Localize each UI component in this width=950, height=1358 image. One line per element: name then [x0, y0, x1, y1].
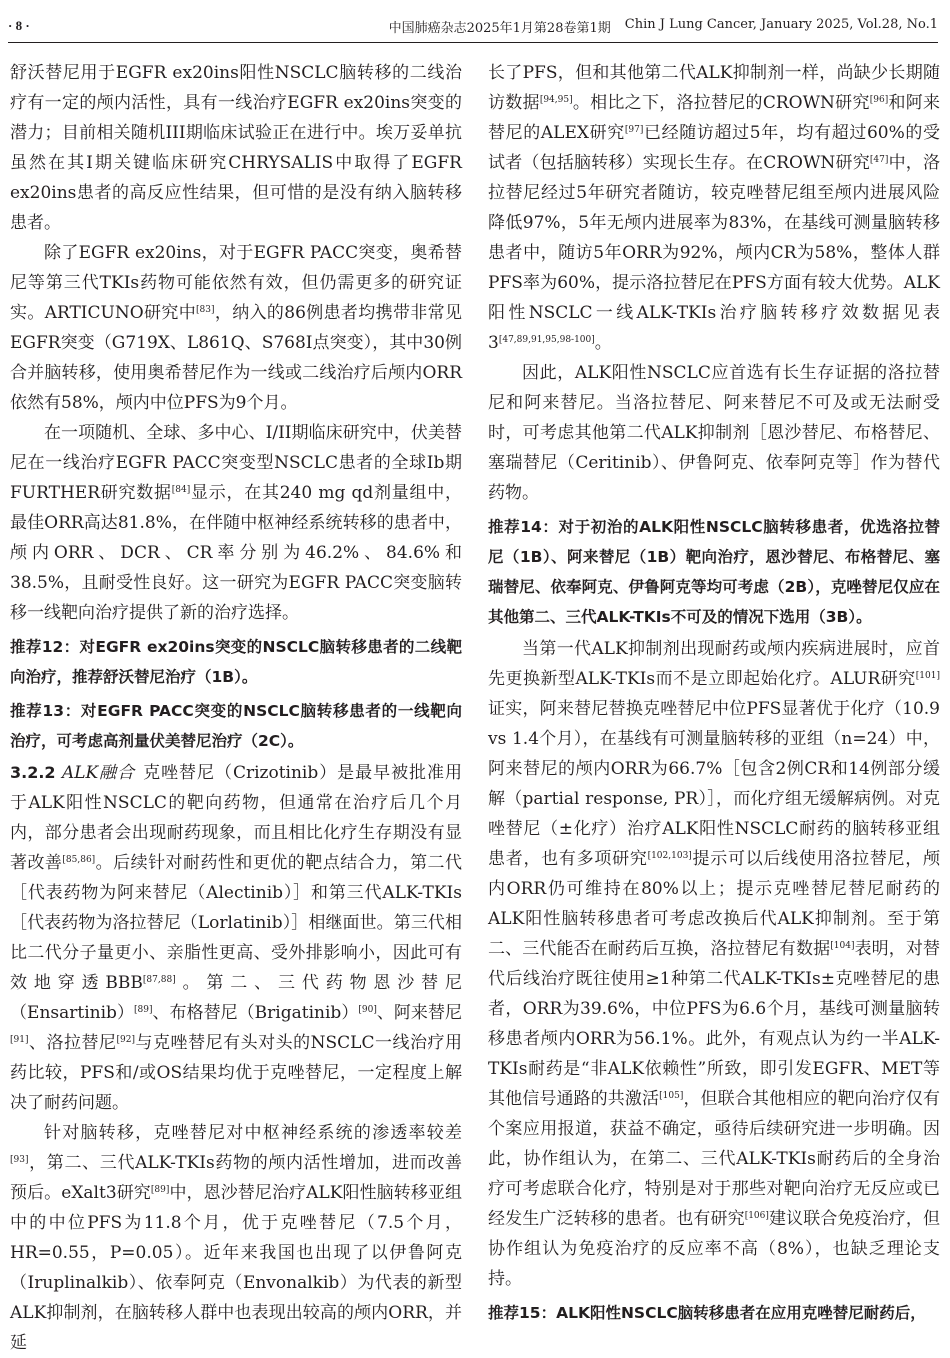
citation: [92] — [116, 1035, 136, 1045]
left-column — [10, 58, 462, 1358]
recommendation-14: 推荐14：对于初治的ALK阳性NSCLC脑转移患者，优选洛拉替尼（1B）、阿来替尼（1B）靶向治疗，恩沙替尼、布格替尼、塞瑞替尼、依奉阿克、伊鲁阿克等均可考虑（2B），克唑替尼仅应在其他第二、三代ALK-TKIs不可及的情况下选用（3B）。 — [488, 518, 940, 626]
citation: [83] — [196, 305, 215, 315]
page-number: · 8 · — [8, 18, 30, 33]
paragraph: 当第一代ALK抑制剂出现耐药或颅内疾病进展时，应首先更换新型ALK-TKIs而不是立即起始化疗。ALUR研究[101]证实，阿来替尼替换克唑替尼中位PFS显著优于化疗（10.9 vs 1.4个月），在基线有可测量脑转移的亚组（n=24）中，阿来替尼的颅内ORR为66.7%［包含2例CR和14例部分缓解（partial response, PR）］，而化疗组无缓解病例。对克唑替尼（±化疗）治疗ALK阳性NSCLC耐药的脑转移亚组患者，也有多项研究[102,103]提示可以后线使用洛拉替尼，颅内ORR仍可维持在80%以上；提示克唑替尼替尼耐药的ALK阳性脑转移患者可考虑改换后代ALK抑制剂。至于第二、三代能否在耐药后互换，洛拉替尼有数据[104]表明，对替代后线治疗既往使用≥1种第二代ALK-TKIs±克唑替尼的患者，ORR为39.6%，中位PFS为6.6个月，基线可测量脑转移患者颅内ORR为56.1%。此外，有观点认为约一半ALK-TKIs耐药是“非ALK依赖性”所致，即引发EGFR、MET等其他信号通路的共激活[105]，但联合其他相应的靶向治疗仅有个案应用报道，获益不确定，亟待后续研究进一步明确。因此，协作组认为，在第二、三代ALK-TKIs耐药后的全身治疗可考虑联合化疗，特别是对于那些对靶向治疗无反应或已经发生广泛转移的患者。也有研究[106]建议联合免疫治疗，但协作组认为免疫治疗的反应率不高（8%），也缺乏理论支持。 — [488, 639, 941, 1289]
citation: [97] — [624, 125, 644, 135]
page-header — [8, 14, 938, 43]
section-title: ALK融合 — [61, 763, 136, 783]
citation: [91] — [10, 1035, 29, 1045]
citation: [89] — [133, 1005, 153, 1015]
citation: [84] — [171, 485, 191, 495]
journal-title-en: Chin J Lung Cancer, January 2025, Vol.28, No.1 — [624, 16, 938, 32]
citation: [104] — [830, 941, 855, 951]
citation: [87,88] — [142, 975, 176, 985]
citation: [93] — [10, 1155, 29, 1165]
citation: [47,89,91,95,98-100] — [498, 335, 595, 345]
citation: [105] — [659, 1091, 684, 1101]
recommendation-15: 推荐15：ALK阳性NSCLC脑转移患者在应用克唑替尼耐药后， — [488, 1304, 926, 1322]
section-paragraph: 3.2.2 ALK融合 克唑替尼（Crizotinib）是最早被批准用于ALK阳性NSCLC的靶向药物，但通常在治疗后几个月内，部分患者会出现耐药现象，而且相比化疗生存期没有显著改善[85,86]。后续针对耐药性和更优的靶点结合力，第二代［代表药物为阿来替尼（Alectinib）］和第三代ALK-TKIs［代表药物为洛拉替尼（Lorlatinib）］相继面世。第三代相比二代分子量更小、亲脂性更高、受外排影响小，因此可有效地穿透BBB[87,88]。第二、三代药物恩沙替尼（Ensartinib）[89]、布格替尼（Brigatinib）[90]、阿来替尼[91]、洛拉替尼[92]与克唑替尼有头对头的NSCLC一线治疗用药比较，PFS和/或OS结果均优于克唑替尼，一定程度上解决了耐药问题。 — [10, 763, 463, 1113]
paragraph: 长了PFS，但和其他第二代ALK抑制剂一样，尚缺少长期随访数据[94,95]。相比之下，洛拉替尼的CROWN研究[96]和阿来替尼的ALEX研究[97]已经随访超过5年，均有超过60%的受试者（包括脑转移）实现长生存。在CROWN研究[47]中，洛拉替尼经过5年研究者随访，较克唑替尼组至颅内进展风险降低97%，5年无颅内进展率为83%，在基线可测量脑转移患者中，随访5年ORR为92%，颅内CR为58%，整体人群PFS率为60%，提示洛拉替尼在PFS方面有较大优势。ALK阳性NSCLC一线ALK-TKIs治疗脑转移疗效数据见表3[47,89,91,95,98-100]。 — [488, 63, 941, 353]
citation: [106] — [744, 1211, 769, 1221]
running-head — [389, 17, 938, 36]
paragraph: 在一项随机、全球、多中心、I/II期临床研究中，伏美替尼在一线治疗EGFR PACC突变型NSCLC患者的全球Ib期FURTHER研究数据[84]显示，在其240 mg qd剂量组中，最佳ORR高达81.8%，在伴随中枢神经系统转移的患者中，颅内ORR、DCR、CR率分别为46.2%、84.6%和38.5%，且耐受性良好。这一研究为EGFR PACC突变脑转移一线靶向治疗提供了新的治疗选择。 — [10, 423, 462, 623]
citation: [101] — [915, 671, 940, 681]
paragraph: 舒沃替尼用于EGFR ex20ins阳性NSCLC脑转移的二线治疗有一定的颅内活性，具有一线治疗EGFR ex20ins突变的潜力；目前相关随机III期临床试验正在进行中。埃万妥单抗虽然在其I期关键临床研究CHRYSALIS中取得了EGFR ex20ins患者的高反应性结果，但可惜的是没有纳入脑转移患者。 — [10, 63, 462, 233]
citation: [94,95] — [539, 95, 573, 105]
citation: [89] — [150, 1185, 170, 1195]
paragraph: 除了EGFR ex20ins，对于EGFR PACC突变，奥希替尼等第三代TKIs药物可能依然有效，但仍需更多的研究证实。ARTICUNO研究中[83]，纳入的86例患者均携带非常见EGFR突变（G719X、L861Q、S768I点突变），其中30例合并脑转移，使用奥希替尼作为一线或二线治疗后颅内ORR依然有58%，颅内中位PFS为9个月。 — [10, 243, 462, 413]
citation: [85,86] — [62, 855, 96, 865]
citation: [47] — [869, 155, 889, 165]
paragraph: 因此，ALK阳性NSCLC应首选有长生存证据的洛拉替尼和阿来替尼。当洛拉替尼、阿来替尼不可及或无法耐受时，可考虑其他第二代ALK抑制剂［恩沙替尼、布格替尼、塞瑞替尼（Ceritinib）、伊鲁阿克、依奉阿克等］作为替代药物。 — [488, 363, 940, 503]
citation: [90] — [358, 1005, 377, 1015]
section-number: 3.2.2 — [10, 763, 56, 782]
recommendation-13: 推荐13：对EGFR PACC突变的NSCLC脑转移患者的一线靶向治疗，可考虑高剂量伏美替尼治疗（2C）。 — [10, 702, 462, 750]
citation: [96] — [869, 95, 889, 105]
recommendation-12: 推荐12：对EGFR ex20ins突变的NSCLC脑转移患者的二线靶向治疗，推荐舒沃替尼治疗（1B）。 — [10, 638, 462, 686]
right-column — [488, 58, 940, 1330]
journal-title-cn: 中国肺癌杂志2025年1月第28卷第1期 — [388, 20, 611, 36]
citation: [102,103] — [647, 851, 692, 861]
paragraph: 针对脑转移，克唑替尼对中枢神经系统的渗透率较差[93]，第二、三代ALK-TKIs药物的颅内活性增加，进而改善预后。eXalt3研究[89]中，恩沙替尼治疗ALK阳性脑转移亚组中的中位PFS为11.8个月，优于克唑替尼（7.5个月，HR=0.55，P=0.05）。近年来我国也出现了以伊鲁阿克（Iruplinalkib）、依奉阿克（Envonalkib）为代表的新型ALK抑制剂，在脑转移人群中也表现出较高的颅内ORR，并延 — [10, 1123, 462, 1353]
